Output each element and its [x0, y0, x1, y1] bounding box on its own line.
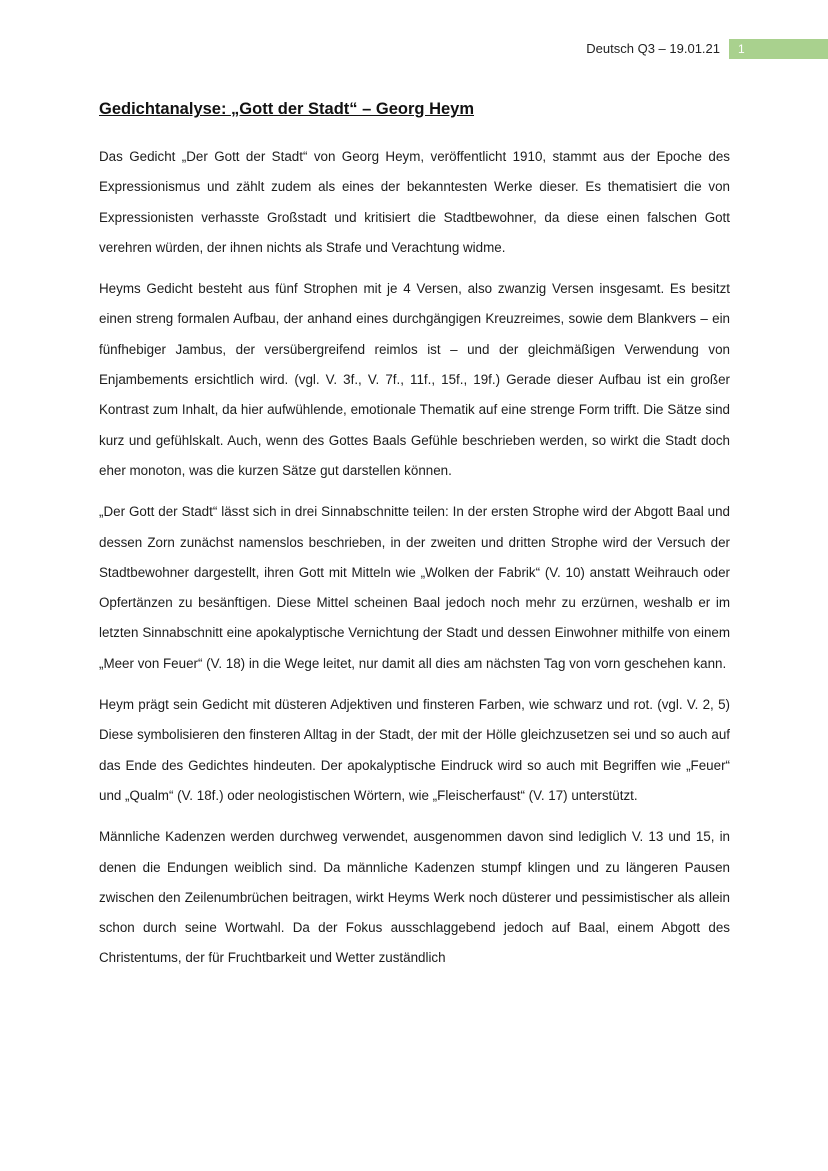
page-number-badge: 1 — [729, 39, 828, 59]
paragraph-5: Männliche Kadenzen werden durchweg verwendet, ausgenommen davon sind lediglich V. 13 und 15, in denen die Endungen weiblich sind. Da männliche Kadenzen stumpf klingen und zu längeren Pausen zwischen den Zeilenumbrüchen beitragen, wirkt Heyms Werk noch düsterer und pessimistischer als allein schon durch seine Wortwahl. Da der Fokus ausschlaggebend jedoch auf Baal, einem Abgott des Christentums, der für Fruchtbarkeit und Wetter zuständlich — [99, 829, 730, 966]
document-body — [99, 142, 730, 985]
document-title: Gedichtanalyse: „Gott der Stadt“ – Georg Heym — [99, 100, 475, 118]
paragraph-1: Das Gedicht „Der Gott der Stadt“ von Georg Heym, veröffentlicht 1910, stammt aus der Epoche des Expressionismus und zählt zudem als eines der bekanntesten Werke dieser. Es thematisiert die von Expressionisten verhasste Großstadt und kritisiert die Stadtbewohner, da diese einen falschen Gott verehren würden, der ihnen nichts als Strafe und Verachtung widme. — [99, 149, 730, 255]
paragraph-3: „Der Gott der Stadt“ lässt sich in drei Sinnabschnitte teilen: In der ersten Strophe wird der Abgott Baal und dessen Zorn zunächst namenslos beschrieben, in der zweiten und dritten Strophe wird der Versuch der Stadtbewohner dargestellt, ihren Gott mit Mitteln wie „Wolken der Fabrik“ (V. 10) anstatt Weihrauch oder Opfertänzen zu besänftigen. Diese Mittel scheinen Baal jedoch noch mehr zu erzürnen, weshalb er im letzten Sinnabschnitt eine apokalyptische Vernichtung der Stadt und dessen Einwohner mithilfe von einem „Meer von Feuer“ (V. 18) in die Wege leitet, nur damit all dies am nächsten Tag von vorn geschehen kann. — [99, 504, 730, 671]
paragraph-2: Heyms Gedicht besteht aus fünf Strophen mit je 4 Versen, also zwanzig Versen insgesamt. Es besitzt einen streng formalen Aufbau, der anhand eines durchgängigen Kreuzreimes, sowie dem Blankvers – ein fünfhebiger Jambus, der versübergreifend reimlos ist – und der gleichmäßigen Verwendung von Enjambements ersichtlich wird. (vgl. V. 3f., V. 7f., 11f., 15f., 19f.) Gerade dieser Aufbau ist ein großer Kontrast zum Inhalt, da hier aufwühlende, emotionale Thematik auf eine strenge Form trifft. Die Sätze sind kurz und gefühlskalt. Auch, wenn des Gottes Baals Gefühle beschrieben werden, so wirkt die Stadt doch eher monoton, was die kurzen Sätze gut darstellen können. — [99, 281, 730, 478]
header-course-date: Deutsch Q3 – 19.01.21 — [586, 41, 720, 56]
paragraph-4: Heym prägt sein Gedicht mit düsteren Adjektiven und finsteren Farben, wie schwarz und rot. (vgl. V. 2, 5) Diese symbolisieren den finsteren Alltag in der Stadt, der mit der Hölle gleichzusetzen sei und so auch auf das Ende des Gedichtes hindeuten. Der apokalyptische Eindruck wird so auch mit Begriffen wie „Feuer“ und „Qualm“ (V. 18f.) oder neologistischen Wörtern, wie „Fleischerfaust“ (V. 17) unterstützt. — [99, 697, 730, 803]
